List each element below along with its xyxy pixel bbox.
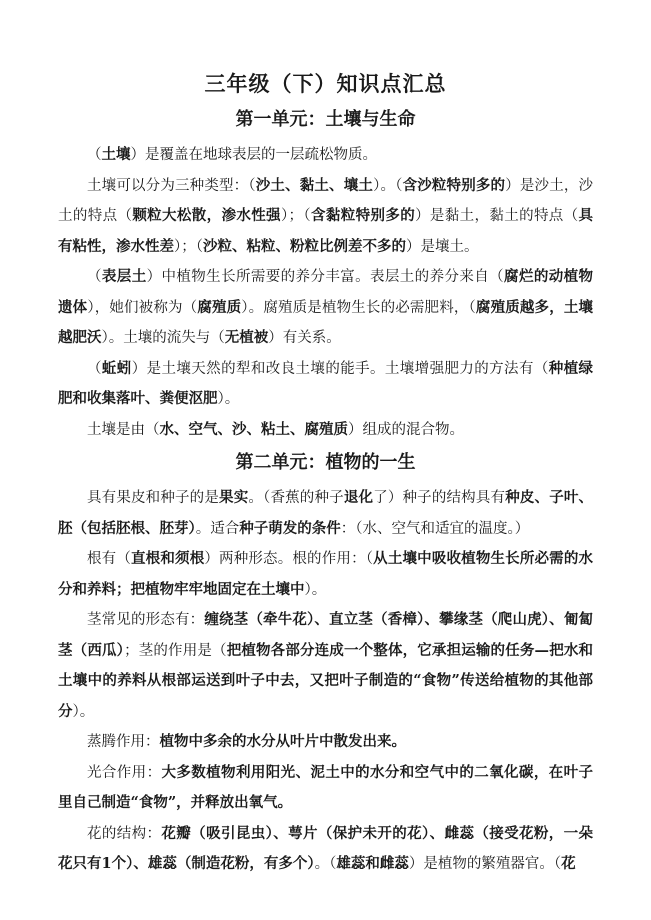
paragraph xyxy=(58,544,593,605)
text-run: ：（水、空气和适宜的温度。） xyxy=(340,520,530,537)
unit-section xyxy=(58,449,593,880)
unit-heading: 第二单元：植物的一生 xyxy=(235,452,416,473)
key-term: 含沙粒特别多的 xyxy=(402,176,506,194)
key-term: 具有粘性，渗水性差 xyxy=(58,207,594,255)
key-term: 雄蕊和雌蕊 xyxy=(336,855,409,872)
key-term: 颗粒大松散，渗水性强 xyxy=(132,207,281,224)
text-run: 土壤可以分为三种类型：（ xyxy=(87,177,256,194)
text-run: ）；（ xyxy=(280,208,312,224)
text-run: ），她们被称为（ xyxy=(87,299,198,316)
key-term: 把植物各部分连成一个整体，它承担运输的任务—把水和土壤中的养料从根部运送到叶子中去，又把叶子制造的“食物”传送给植物的其他部分 xyxy=(58,641,594,720)
key-term: 种植绿肥和收集落叶、粪便沤肥 xyxy=(58,359,594,407)
key-term: 植物中多余的水分从叶片中散发出来。 xyxy=(159,733,406,750)
text-run: 土壤是由（ xyxy=(87,421,160,438)
text-run: 茎常见的形态有： xyxy=(87,612,205,628)
key-term: 种皮、子叶、胚（包括胚根、胚芽） xyxy=(58,489,594,537)
key-term: 缠绕茎（牵牛花）、直立茎（香樟）、攀缘茎（爬山虎）、匍匐茎（西瓜） xyxy=(58,611,594,659)
text-run: 。（ xyxy=(314,856,337,872)
key-term: 含黏粒特别多的 xyxy=(311,207,416,224)
text-run: 蒸腾作用： xyxy=(87,734,160,750)
paragraph xyxy=(58,415,593,446)
unit-heading: 第一单元：土壤与生命 xyxy=(235,109,416,130)
text-run: ）。土壤的流失与（ xyxy=(101,330,225,346)
document-body xyxy=(58,106,593,880)
text-run: ）。（ xyxy=(373,177,403,194)
unit-section xyxy=(58,106,593,445)
text-run: ）是土壤天然的犁和改良土壤的能手。土壤增强肥力的方法有（ xyxy=(131,360,549,377)
key-term: 从土壤中吸收植物生长所必需的水分和养料；把植物牢牢地固定在土壤中 xyxy=(58,550,594,598)
key-term: 退化 xyxy=(343,489,374,506)
key-term: 土壤 xyxy=(101,146,131,163)
text-run: ）是黏土，黏土的特点（ xyxy=(415,208,579,224)
key-term: 种子萌发的条件 xyxy=(239,519,341,537)
text-run: ）是覆盖在地球表层的一层疏松物质。 xyxy=(130,147,377,163)
paragraph xyxy=(58,171,593,263)
paragraph xyxy=(58,262,593,354)
paragraph xyxy=(58,605,593,727)
key-term: 花瓣（吸引昆虫）、萼片（保护未开的花）、雌蕊（接受花粉，一朵花只有1个）、雄蕊（制造花粉，有多个） xyxy=(58,824,594,872)
text-run: 光合作用： xyxy=(87,764,162,781)
text-run: （ xyxy=(87,269,102,285)
text-run: 了）种子的结构具有 xyxy=(373,490,506,506)
text-run: ）有关系。 xyxy=(268,330,341,346)
text-run: ；茎的作用是（ xyxy=(124,642,227,659)
text-run: ）中植物生长所需要的养分丰富。表层土的养分来自（ xyxy=(146,269,505,285)
paragraph xyxy=(58,140,593,171)
text-run: （ xyxy=(87,147,102,163)
key-term: 沙粒、粘粒、粉粒比例差不多的 xyxy=(203,237,406,255)
key-term: 水、空气、沙、粘土、腐殖质 xyxy=(159,420,348,438)
text-run: ）。腐殖质是植物生长的必需肥料，（ xyxy=(241,299,476,316)
text-run: ）；（ xyxy=(174,238,203,255)
key-term: 腐殖质 xyxy=(197,298,242,316)
key-term: 沙土、黏土、壤土 xyxy=(255,176,374,194)
text-run: （ xyxy=(87,360,102,377)
paragraph xyxy=(58,354,593,415)
paragraph xyxy=(58,758,593,819)
key-term: 直根和须根 xyxy=(131,550,205,567)
key-term: 花 xyxy=(561,855,576,872)
text-run: 。（香蕉的种子 xyxy=(248,490,344,506)
text-run: ）。 xyxy=(72,703,95,720)
paragraph xyxy=(58,727,593,758)
key-term: 大多数植物利用阳光、泥土中的水分和空气中的二氧化碳，在叶子里自己制造“食物”，并释放出氧气。 xyxy=(58,763,594,811)
text-run: ）。 xyxy=(217,391,240,407)
text-run: ）两种形态。根的作用：（ xyxy=(204,551,374,567)
paragraph xyxy=(58,819,593,880)
text-run: ）是沙土，沙土的特点（ xyxy=(58,177,594,224)
text-run: ）是植物的繁殖器官。（ xyxy=(408,856,562,872)
key-term: 蚯蚓 xyxy=(101,359,132,377)
key-term: 腐烂的动植物遗体 xyxy=(58,268,594,316)
page-title: 三年级（下）知识点汇总 xyxy=(204,72,447,96)
key-term: 果实 xyxy=(219,489,249,506)
key-term: 表层土 xyxy=(101,268,147,285)
key-term: 腐殖质越多，土壤越肥沃 xyxy=(58,298,594,346)
text-run: 花的结构： xyxy=(87,825,162,842)
text-run: ）。 xyxy=(304,581,327,598)
text-run: ）是壤土。 xyxy=(406,238,479,255)
text-run: ）组成的混合物。 xyxy=(348,421,464,438)
paragraph xyxy=(58,483,593,544)
text-run: 。适合 xyxy=(195,520,240,537)
text-run: 具有果皮和种子的是 xyxy=(87,490,220,506)
text-run: 根有（ xyxy=(87,551,132,567)
key-term: 无植被 xyxy=(224,329,269,346)
